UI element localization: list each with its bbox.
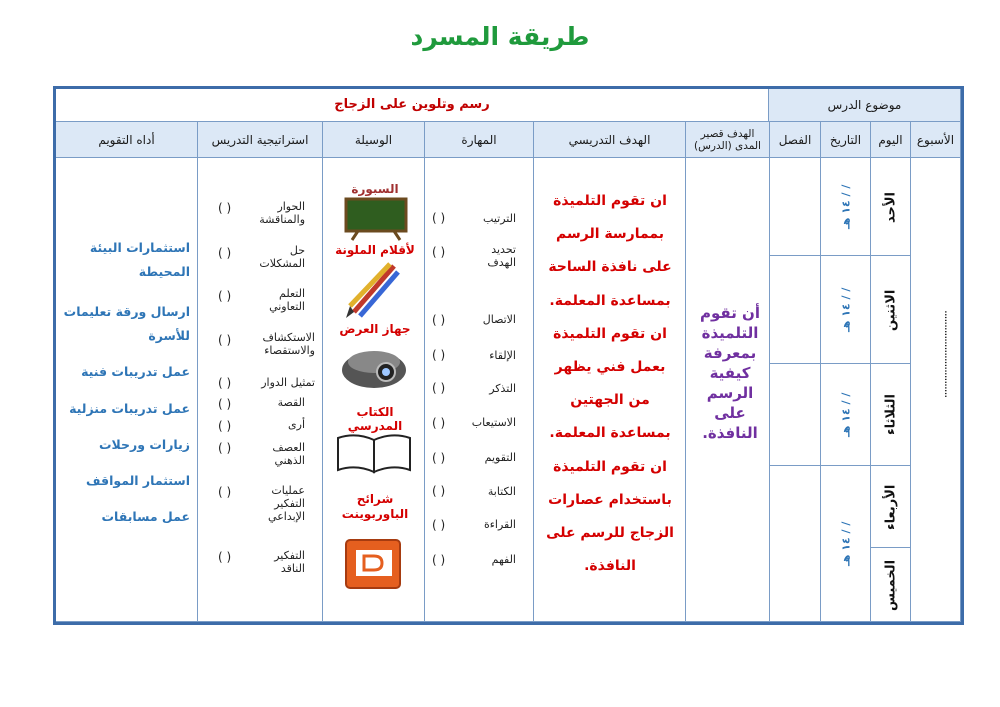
class-header-label: الفصل — [778, 132, 812, 147]
page-title: طريقة المسرد — [410, 22, 590, 51]
skill-paren[interactable]: ( ) — [432, 553, 446, 567]
class-cell — [770, 364, 821, 466]
week-header-label: الأسبوع — [916, 132, 955, 147]
tool-label: الكتاب المدرسي — [347, 405, 403, 433]
skill-paren[interactable]: ( ) — [432, 381, 446, 395]
class-cell — [770, 256, 821, 364]
class-cell — [770, 158, 821, 256]
strategy-item: تمثيل الدوار — [261, 376, 315, 389]
strategy-paren[interactable]: ( ) — [218, 485, 232, 499]
strategy-header — [198, 122, 323, 158]
skill-paren[interactable]: ( ) — [432, 484, 446, 498]
skill-item: القراءة — [483, 518, 516, 531]
eval-header — [56, 122, 198, 158]
day-label: الأربعاء — [883, 484, 899, 530]
strategy-item: التفكير الناقد — [274, 549, 305, 575]
eval-header-label: أداه التقويم — [98, 132, 155, 147]
strategy-header-label: استراتيجية التدريس — [211, 132, 309, 147]
day-header-label: اليوم — [878, 132, 903, 147]
week-value: ............................... — [942, 310, 956, 398]
lesson-title-cell — [56, 89, 769, 122]
strategy-paren[interactable]: ( ) — [218, 397, 232, 411]
projector-icon — [340, 340, 408, 392]
strategy-item: القصة — [277, 396, 305, 409]
eval-item: زيارات ورحلات — [98, 437, 190, 452]
book-icon — [334, 428, 414, 478]
skill-paren[interactable]: ( ) — [432, 416, 446, 430]
eval-item: عمل مسابقات — [101, 509, 190, 524]
teaching-goal-header-label: الهدف التدريسي — [568, 132, 651, 147]
short-goal-text: أن تقوم التلميذة بمعرفة كيفية الرسم على النافذة. — [700, 304, 760, 442]
skill-item: الكتابة — [487, 485, 516, 498]
skill-header — [425, 122, 534, 158]
strategy-item: حل المشكلات — [259, 244, 305, 270]
strategy-item: أرى — [288, 418, 305, 431]
day-label: الأحد — [883, 191, 899, 223]
strategy-paren[interactable]: ( ) — [218, 441, 232, 455]
skill-paren[interactable]: ( ) — [432, 518, 446, 532]
strategy-paren[interactable]: ( ) — [218, 201, 232, 215]
tool-label: شرائح الباوربوينت — [341, 492, 409, 521]
tool-label: لأقلام الملونة — [335, 243, 415, 257]
short-goal-header-label: الهدف قصير المدى (الدرس) — [694, 127, 761, 152]
date-value: / / ١٤ هـ — [839, 184, 853, 230]
lesson-label-cell — [769, 89, 961, 122]
date-value: / / ١٤ هـ — [839, 392, 853, 438]
strategy-paren[interactable]: ( ) — [218, 333, 232, 347]
day-label: الاثنين — [883, 289, 899, 331]
eval-item: استثمار المواقف — [86, 473, 190, 488]
pencils-icon — [344, 262, 404, 320]
eval-item: عمل تدريبات فنية — [81, 364, 190, 379]
skill-item: الاستيعاب — [471, 416, 516, 429]
teaching-goal-header — [534, 122, 686, 158]
day-label: الثلاثاء — [883, 394, 899, 436]
skill-item: التذكر — [489, 382, 516, 395]
date-value: / / ١٤ هـ — [839, 287, 853, 333]
skill-paren[interactable]: ( ) — [432, 245, 446, 259]
date-value: / / ١٤ هـ — [839, 521, 853, 567]
tool-label: السبورة — [351, 182, 399, 196]
skill-item: تحديد الهدف — [487, 243, 516, 269]
skill-item: الترتيب — [483, 212, 516, 225]
tool-header — [323, 122, 425, 158]
lesson-title: رسم وتلوين على الزجاج — [334, 97, 490, 112]
eval-col — [56, 158, 198, 622]
short-goal-header — [686, 122, 770, 158]
skill-item: الإلقاء — [489, 349, 516, 362]
eval-item: ارسال ورقة تعليمات للأسرة — [63, 304, 190, 343]
teaching-goal-text: ان تقوم التلميذة بممارسة الرسم على نافذة الساحة بمساعدة المعلمة. ان تقوم التلميذة بعمل فني يظهر من الجهتين بمساعدة المعلمة. ان تقوم التلميذة باستخدام عصارات الزجاج للرسم على النافذة. — [546, 193, 674, 575]
skill-paren[interactable]: ( ) — [432, 211, 446, 225]
strategy-item: الحوار والمناقشة — [259, 200, 305, 226]
strategy-paren[interactable]: ( ) — [218, 550, 232, 564]
strategy-item: عمليات التفكير الإبداعي — [268, 484, 305, 523]
strategy-paren[interactable]: ( ) — [218, 419, 232, 433]
eval-item: استثمارات البيئة المحيطة — [89, 240, 190, 279]
week-header — [911, 122, 961, 158]
strategy-paren[interactable]: ( ) — [218, 376, 232, 390]
strategy-paren[interactable]: ( ) — [218, 246, 232, 260]
class-cell — [770, 466, 821, 622]
tool-header-label: الوسيلة — [354, 132, 393, 147]
date-header-label: التاريخ — [829, 132, 862, 147]
eval-item: عمل تدريبات منزلية — [69, 401, 190, 416]
powerpoint-icon — [344, 534, 404, 592]
skill-item: الاتصال — [482, 313, 516, 326]
skill-paren[interactable]: ( ) — [432, 348, 446, 362]
skill-paren[interactable]: ( ) — [432, 313, 446, 327]
skill-item: الفهم — [491, 553, 516, 566]
tool-label: جهاز العرض — [339, 322, 411, 336]
skill-header-label: المهارة — [461, 132, 497, 147]
strategy-item: العصف الذهني — [272, 441, 305, 467]
lesson-label: موضوع الدرس — [827, 98, 902, 112]
strategy-paren[interactable]: ( ) — [218, 289, 232, 303]
skill-paren[interactable]: ( ) — [432, 451, 446, 465]
strategy-item: الاستكشاف والاستقصاء — [262, 331, 315, 357]
date-header — [821, 122, 871, 158]
blackboard-icon — [344, 197, 408, 241]
day-label: الخميس — [883, 559, 899, 611]
skill-item: التقويم — [484, 451, 516, 464]
strategy-item: التعلم التعاوني — [269, 287, 305, 313]
day-header — [871, 122, 911, 158]
class-header — [770, 122, 821, 158]
